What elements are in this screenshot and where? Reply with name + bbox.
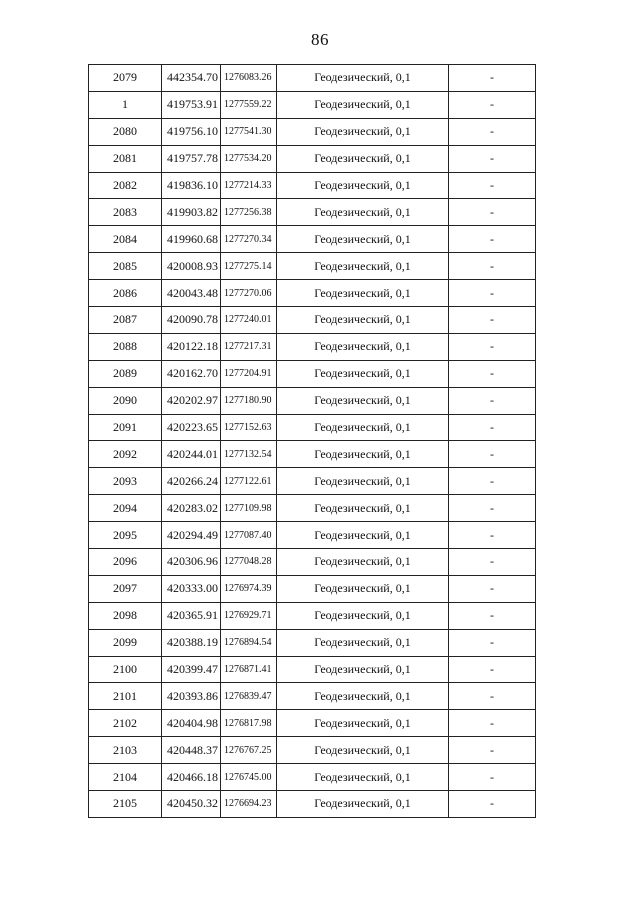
x-coordinate-cell: 420393.86 (162, 683, 221, 710)
point-number-cell: 2101 (89, 683, 162, 710)
method-accuracy-cell: Геодезический, 0,1 (277, 575, 449, 602)
table-row (89, 549, 536, 576)
x-coordinate-cell: 419756.10 (162, 118, 221, 145)
y-coordinate-cell: 1276083.26 (221, 65, 277, 92)
method-accuracy-cell: Геодезический, 0,1 (277, 360, 449, 387)
y-coordinate-cell: 1277559.22 (221, 91, 277, 118)
point-number-cell: 2100 (89, 656, 162, 683)
note-cell: - (449, 737, 536, 764)
y-coordinate-cell: 1276894.54 (221, 629, 277, 656)
y-coordinate-cell: 1276929.71 (221, 602, 277, 629)
y-coordinate-cell: 1277275.14 (221, 253, 277, 280)
table-row (89, 280, 536, 307)
x-coordinate-cell: 420450.32 (162, 791, 221, 818)
y-coordinate-cell: 1277240.01 (221, 307, 277, 334)
method-accuracy-cell: Геодезический, 0,1 (277, 710, 449, 737)
coordinates-table-body (89, 65, 536, 818)
x-coordinate-cell: 420162.70 (162, 360, 221, 387)
table-row (89, 226, 536, 253)
note-cell: - (449, 280, 536, 307)
y-coordinate-cell: 1277180.90 (221, 387, 277, 414)
method-accuracy-cell: Геодезический, 0,1 (277, 280, 449, 307)
y-coordinate-cell: 1277132.54 (221, 441, 277, 468)
y-coordinate-cell: 1276694.23 (221, 791, 277, 818)
point-number-cell: 2091 (89, 414, 162, 441)
point-number-cell: 2086 (89, 280, 162, 307)
note-cell: - (449, 91, 536, 118)
method-accuracy-cell: Геодезический, 0,1 (277, 468, 449, 495)
method-accuracy-cell: Геодезический, 0,1 (277, 683, 449, 710)
y-coordinate-cell: 1276839.47 (221, 683, 277, 710)
method-accuracy-cell: Геодезический, 0,1 (277, 118, 449, 145)
y-coordinate-cell: 1277214.33 (221, 172, 277, 199)
y-coordinate-cell: 1277256.38 (221, 199, 277, 226)
x-coordinate-cell: 419903.82 (162, 199, 221, 226)
note-cell: - (449, 414, 536, 441)
table-row (89, 118, 536, 145)
note-cell: - (449, 656, 536, 683)
method-accuracy-cell: Геодезический, 0,1 (277, 199, 449, 226)
point-number-cell: 2085 (89, 253, 162, 280)
note-cell: - (449, 764, 536, 791)
y-coordinate-cell: 1277204.91 (221, 360, 277, 387)
point-number-cell: 2087 (89, 307, 162, 334)
point-number-cell: 2080 (89, 118, 162, 145)
point-number-cell: 2104 (89, 764, 162, 791)
y-coordinate-cell: 1277122.61 (221, 468, 277, 495)
x-coordinate-cell: 420404.98 (162, 710, 221, 737)
note-cell: - (449, 360, 536, 387)
method-accuracy-cell: Геодезический, 0,1 (277, 253, 449, 280)
note-cell: - (449, 253, 536, 280)
point-number-cell: 2079 (89, 65, 162, 92)
point-number-cell: 2098 (89, 602, 162, 629)
point-number-cell: 2081 (89, 145, 162, 172)
note-cell: - (449, 629, 536, 656)
point-number-cell: 2102 (89, 710, 162, 737)
y-coordinate-cell: 1276745.00 (221, 764, 277, 791)
point-number-cell: 2096 (89, 549, 162, 576)
point-number-cell: 2095 (89, 522, 162, 549)
point-number-cell: 2097 (89, 575, 162, 602)
table-row (89, 360, 536, 387)
method-accuracy-cell: Геодезический, 0,1 (277, 226, 449, 253)
y-coordinate-cell: 1277152.63 (221, 414, 277, 441)
x-coordinate-cell: 420122.18 (162, 333, 221, 360)
note-cell: - (449, 495, 536, 522)
table-row (89, 414, 536, 441)
table-row (89, 522, 536, 549)
table-row (89, 333, 536, 360)
point-number-cell: 2092 (89, 441, 162, 468)
table-row (89, 468, 536, 495)
y-coordinate-cell: 1277048.28 (221, 549, 277, 576)
note-cell: - (449, 441, 536, 468)
point-number-cell: 2089 (89, 360, 162, 387)
method-accuracy-cell: Геодезический, 0,1 (277, 522, 449, 549)
y-coordinate-cell: 1277109.98 (221, 495, 277, 522)
point-number-cell: 2084 (89, 226, 162, 253)
note-cell: - (449, 118, 536, 145)
x-coordinate-cell: 420223.65 (162, 414, 221, 441)
x-coordinate-cell: 420306.96 (162, 549, 221, 576)
point-number-cell: 2083 (89, 199, 162, 226)
coordinates-table (88, 64, 536, 818)
point-number-cell: 2088 (89, 333, 162, 360)
table-row (89, 656, 536, 683)
method-accuracy-cell: Геодезический, 0,1 (277, 495, 449, 522)
note-cell: - (449, 172, 536, 199)
x-coordinate-cell: 420333.00 (162, 575, 221, 602)
table-row (89, 710, 536, 737)
note-cell: - (449, 199, 536, 226)
y-coordinate-cell: 1276817.98 (221, 710, 277, 737)
method-accuracy-cell: Геодезический, 0,1 (277, 91, 449, 118)
table-row (89, 441, 536, 468)
method-accuracy-cell: Геодезический, 0,1 (277, 656, 449, 683)
method-accuracy-cell: Геодезический, 0,1 (277, 791, 449, 818)
note-cell: - (449, 683, 536, 710)
point-number-cell: 2094 (89, 495, 162, 522)
note-cell: - (449, 307, 536, 334)
x-coordinate-cell: 420388.19 (162, 629, 221, 656)
table-row (89, 602, 536, 629)
method-accuracy-cell: Геодезический, 0,1 (277, 549, 449, 576)
x-coordinate-cell: 419757.78 (162, 145, 221, 172)
method-accuracy-cell: Геодезический, 0,1 (277, 602, 449, 629)
x-coordinate-cell: 419753.91 (162, 91, 221, 118)
table-row (89, 65, 536, 92)
point-number-cell: 2099 (89, 629, 162, 656)
table-row (89, 199, 536, 226)
table-row (89, 737, 536, 764)
table-row (89, 387, 536, 414)
y-coordinate-cell: 1277541.30 (221, 118, 277, 145)
table-row (89, 91, 536, 118)
table-row (89, 307, 536, 334)
method-accuracy-cell: Геодезический, 0,1 (277, 737, 449, 764)
note-cell: - (449, 65, 536, 92)
note-cell: - (449, 522, 536, 549)
table-row (89, 253, 536, 280)
x-coordinate-cell: 420399.47 (162, 656, 221, 683)
y-coordinate-cell: 1277270.34 (221, 226, 277, 253)
x-coordinate-cell: 420266.24 (162, 468, 221, 495)
y-coordinate-cell: 1277217.31 (221, 333, 277, 360)
y-coordinate-cell: 1276767.25 (221, 737, 277, 764)
method-accuracy-cell: Геодезический, 0,1 (277, 764, 449, 791)
x-coordinate-cell: 419836.10 (162, 172, 221, 199)
table-row (89, 145, 536, 172)
page-number: 86 (311, 30, 329, 49)
point-number-cell: 2103 (89, 737, 162, 764)
x-coordinate-cell: 420202.97 (162, 387, 221, 414)
table-row (89, 575, 536, 602)
method-accuracy-cell: Геодезический, 0,1 (277, 172, 449, 199)
x-coordinate-cell: 419960.68 (162, 226, 221, 253)
method-accuracy-cell: Геодезический, 0,1 (277, 629, 449, 656)
point-number-cell: 2090 (89, 387, 162, 414)
x-coordinate-cell: 420448.37 (162, 737, 221, 764)
x-coordinate-cell: 442354.70 (162, 65, 221, 92)
note-cell: - (449, 333, 536, 360)
note-cell: - (449, 791, 536, 818)
method-accuracy-cell: Геодезический, 0,1 (277, 414, 449, 441)
point-number-cell: 1 (89, 91, 162, 118)
note-cell: - (449, 387, 536, 414)
y-coordinate-cell: 1277087.40 (221, 522, 277, 549)
x-coordinate-cell: 420090.78 (162, 307, 221, 334)
point-number-cell: 2093 (89, 468, 162, 495)
table-row (89, 629, 536, 656)
note-cell: - (449, 575, 536, 602)
note-cell: - (449, 145, 536, 172)
method-accuracy-cell: Геодезический, 0,1 (277, 307, 449, 334)
method-accuracy-cell: Геодезический, 0,1 (277, 441, 449, 468)
note-cell: - (449, 226, 536, 253)
method-accuracy-cell: Геодезический, 0,1 (277, 387, 449, 414)
note-cell: - (449, 468, 536, 495)
table-row (89, 683, 536, 710)
note-cell: - (449, 710, 536, 737)
x-coordinate-cell: 420008.93 (162, 253, 221, 280)
method-accuracy-cell: Геодезический, 0,1 (277, 65, 449, 92)
y-coordinate-cell: 1277270.06 (221, 280, 277, 307)
x-coordinate-cell: 420365.91 (162, 602, 221, 629)
y-coordinate-cell: 1276974.39 (221, 575, 277, 602)
point-number-cell: 2105 (89, 791, 162, 818)
table-row (89, 495, 536, 522)
x-coordinate-cell: 420294.49 (162, 522, 221, 549)
table-row (89, 764, 536, 791)
y-coordinate-cell: 1277534.20 (221, 145, 277, 172)
y-coordinate-cell: 1276871.41 (221, 656, 277, 683)
table-row (89, 791, 536, 818)
x-coordinate-cell: 420283.02 (162, 495, 221, 522)
method-accuracy-cell: Геодезический, 0,1 (277, 333, 449, 360)
table-row (89, 172, 536, 199)
method-accuracy-cell: Геодезический, 0,1 (277, 145, 449, 172)
note-cell: - (449, 602, 536, 629)
x-coordinate-cell: 420244.01 (162, 441, 221, 468)
point-number-cell: 2082 (89, 172, 162, 199)
note-cell: - (449, 549, 536, 576)
x-coordinate-cell: 420043.48 (162, 280, 221, 307)
x-coordinate-cell: 420466.18 (162, 764, 221, 791)
